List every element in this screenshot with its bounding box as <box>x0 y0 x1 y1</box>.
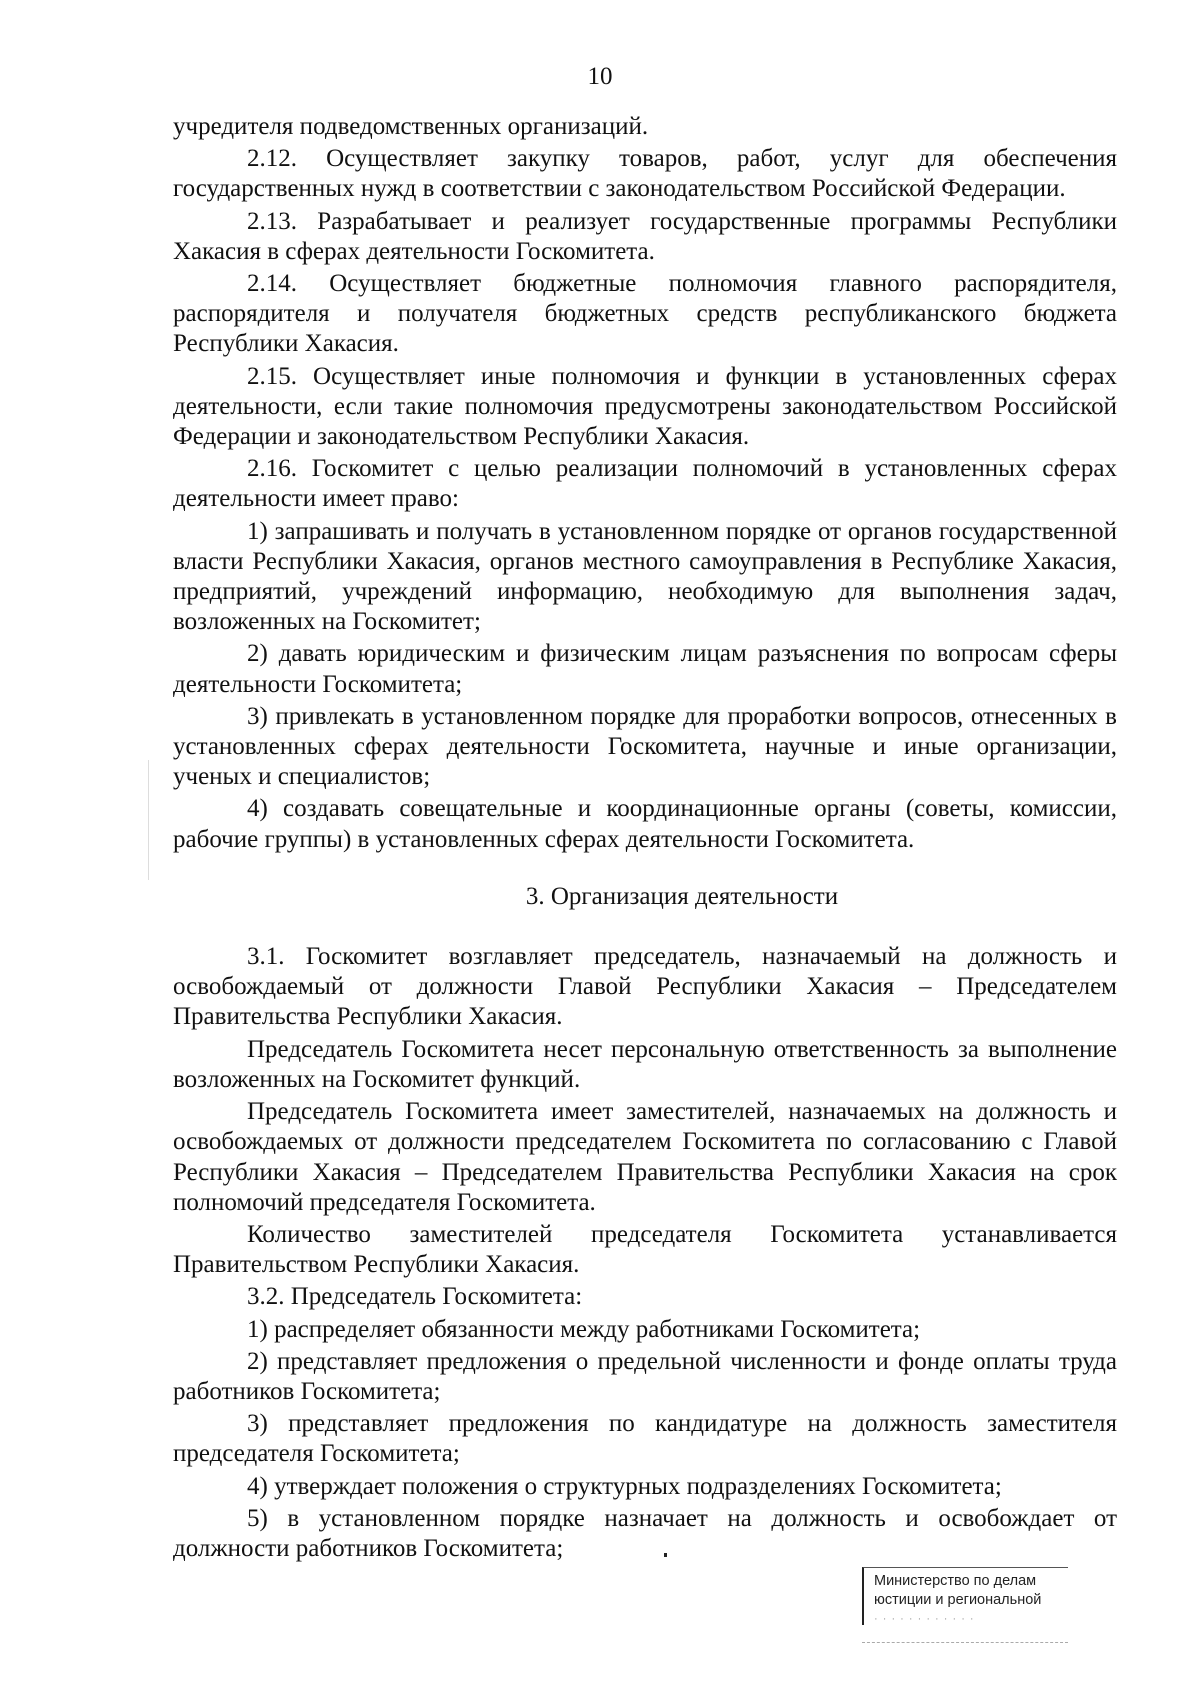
scan-margin-mark <box>148 760 149 880</box>
page-number: 10 <box>587 63 613 90</box>
paragraph: 2.12. Осуществляет закупку товаров, работ, услуг для обеспечения государственных нужд в соответствии с законодательством Российской Федерации. <box>173 145 1117 203</box>
paragraph: 2.13. Разрабатывает и реализует государственные программы Республики Хакасия в сферах деятельности Госкомитета. <box>173 207 1117 265</box>
list-item: 5) в установленном порядке назначает на должность и освобождает от должности работников Госкомитета; <box>173 1504 1117 1562</box>
list-item: 1) распределяет обязанности между работниками Госкомитета; <box>247 1315 921 1343</box>
stamp-line: Министерство по делам <box>874 1573 1037 1589</box>
paragraph: 2.15. Осуществляет иные полномочия и функции в установленных сферах деятельности, если такие полномочия предусмотрены законодательством Российской Федерации и законодательством Республики Хакасия. <box>173 362 1117 451</box>
list-item: 4) создавать совещательные и координационные органы (советы, комиссии, рабочие группы) в установленных сферах деятельности Госкомитета. <box>173 795 1117 853</box>
stamp-faded-line: · · · · · · · · · · · · <box>874 1613 975 1625</box>
section-heading: 3. Организация деятельности <box>525 882 839 910</box>
list-item: 4) утверждает положения о структурных подразделениях Госкомитета; <box>247 1472 1002 1500</box>
paragraph: Председатель Госкомитета несет персональную ответственность за выполнение возложенных на Госкомитет функций. <box>173 1035 1117 1093</box>
paragraph: 3.2. Председатель Госкомитета: <box>247 1283 583 1311</box>
list-item: 2) давать юридическим и физическим лицам разъяснения по вопросам сферы деятельности Госкомитета; <box>173 640 1117 698</box>
registration-stamp <box>862 1567 1068 1625</box>
paragraph: 3.1. Госкомитет возглавляет председатель, назначаемый на должность и освобождаемый от должности Главой Республики Хакасия – Председателем Правительства Республики Хакасия. <box>173 943 1117 1031</box>
list-item: 3) привлекать в установленном порядке для проработки вопросов, отнесенных в установленных сферах деятельности Госкомитета, научные и иные организации, ученых и специалистов; <box>173 702 1117 791</box>
paragraph: учредителя подведомственных организаций. <box>173 113 649 140</box>
stamp-line: юстиции и региональной <box>874 1592 1042 1608</box>
list-item: 2) представляет предложения о предельной численности и фонде оплаты труда работников Госкомитета; <box>173 1347 1117 1405</box>
list-item: 1) запрашивать и получать в установленном порядке от органов государственной власти Республики Хакасия, органов местного самоуправления в Республике Хакасия, предприятий, учреждений информацию, необходимую для выполнения задач, возложенных на Госкомитет; <box>173 517 1117 636</box>
paragraph: 2.16. Госкомитет с целью реализации полномочий в установленных сферах деятельности имеет право: <box>173 455 1117 513</box>
stamp-bottom-edge <box>862 1642 1068 1643</box>
paragraph: 2.14. Осуществляет бюджетные полномочия главного распорядителя, распорядителя и получателя бюджетных средств республиканского бюджета Республики Хакасия. <box>173 270 1117 358</box>
scan-speck <box>664 1553 667 1557</box>
list-item: 3) представляет предложения по кандидатуре на должность заместителя председателя Госкомитета; <box>173 1410 1117 1468</box>
paragraph: Количество заместителей председателя Госкомитета устанавливается Правительством Республики Хакасия. <box>173 1220 1117 1279</box>
document-body <box>173 112 1117 1566</box>
paragraph: Председатель Госкомитета имеет заместителей, назначаемых на должность и освобождаемых от должности председателем Госкомитета по согласованию с Главой Республики Хакасия – Председателем Правительства Республики Хакасия на срок полномочий председателя Госкомитета. <box>173 1098 1117 1216</box>
